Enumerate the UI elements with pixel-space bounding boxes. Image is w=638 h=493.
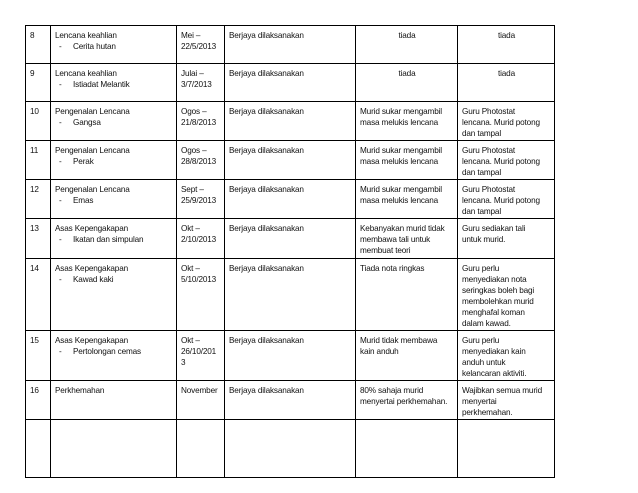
status-cell bbox=[225, 259, 356, 331]
solution-cell bbox=[458, 102, 555, 141]
cell-line: Lencana keahlian bbox=[55, 31, 117, 40]
cell-line: Berjaya dilaksanakan bbox=[229, 107, 304, 116]
cell-line: tiada bbox=[398, 31, 416, 40]
activity-cell bbox=[51, 331, 177, 381]
sub-item bbox=[55, 41, 173, 52]
cell-line: Perkhemahan bbox=[55, 386, 105, 395]
table-row bbox=[26, 331, 555, 381]
problem-cell bbox=[356, 331, 458, 381]
activity-cell bbox=[51, 141, 177, 180]
cell-line: masa melukis lencana bbox=[360, 157, 439, 166]
cell-line: 2/10/2013 bbox=[181, 235, 217, 244]
problem-cell bbox=[356, 259, 458, 331]
table-row bbox=[26, 381, 555, 420]
row-number-cell bbox=[26, 219, 51, 259]
date-cell bbox=[177, 331, 225, 381]
activity-cell bbox=[51, 64, 177, 102]
status-cell bbox=[225, 219, 356, 259]
sub-item bbox=[55, 156, 173, 167]
cell-line: Okt – bbox=[181, 264, 200, 273]
cell-line: Cerita hutan bbox=[73, 42, 116, 51]
table-row bbox=[26, 259, 555, 331]
cell-line: kain anduh bbox=[360, 347, 399, 356]
date-cell bbox=[177, 64, 225, 102]
cell-line: kelancaran aktiviti. bbox=[462, 369, 527, 378]
row-number-cell bbox=[26, 64, 51, 102]
row-number-cell bbox=[26, 259, 51, 331]
cell-line: Berjaya dilaksanakan bbox=[229, 386, 304, 395]
cell-line: anduh untuk bbox=[462, 358, 506, 367]
cell-line: 12 bbox=[30, 185, 39, 194]
cell-line: Asas Kepengakapan bbox=[55, 264, 129, 273]
cell-line: lencana. Murid potong bbox=[462, 118, 540, 127]
cell-line: Ikatan dan simpulan bbox=[73, 235, 144, 244]
cell-line: lencana. Murid potong bbox=[462, 196, 540, 205]
cell-line: 80% sahaja murid bbox=[360, 386, 424, 395]
dash-bullet: - bbox=[59, 157, 62, 166]
cell-line: 8 bbox=[30, 31, 35, 40]
cell-line: Istiadat Melantik bbox=[73, 80, 130, 89]
cell-line: Murid sukar mengambil bbox=[360, 107, 442, 116]
cell-line: Wajibkan semua murid bbox=[462, 386, 542, 395]
cell-line: dalam kawad. bbox=[462, 319, 511, 328]
solution-cell bbox=[458, 180, 555, 219]
cell-line: Gangsa bbox=[73, 118, 101, 127]
cell-line: dan tampal bbox=[462, 168, 502, 177]
cell-line: Berjaya dilaksanakan bbox=[229, 264, 304, 273]
status-cell bbox=[225, 141, 356, 180]
cell-line: 3 bbox=[181, 358, 186, 367]
cell-line: Berjaya dilaksanakan bbox=[229, 31, 304, 40]
cell-line: Ogos – bbox=[181, 107, 207, 116]
cell-line: perkhemahan. bbox=[462, 408, 513, 417]
date-cell bbox=[177, 180, 225, 219]
status-cell bbox=[225, 381, 356, 420]
cell-line: Berjaya dilaksanakan bbox=[229, 336, 304, 345]
dash-bullet: - bbox=[59, 347, 62, 356]
cell-line: Tiada nota ringkas bbox=[360, 264, 425, 273]
cell-line: 16 bbox=[30, 386, 39, 395]
cell-line: membuat teori bbox=[360, 246, 411, 255]
cell-line: dan tampal bbox=[462, 207, 502, 216]
problem-cell bbox=[356, 219, 458, 259]
solution-cell bbox=[458, 259, 555, 331]
cell-line: Kawad kaki bbox=[73, 275, 114, 284]
sub-item bbox=[55, 234, 173, 245]
cell-line: 13 bbox=[30, 224, 39, 233]
cell-line: untuk murid. bbox=[462, 235, 506, 244]
sub-item bbox=[55, 117, 173, 128]
cell-line: Murid sukar mengambil bbox=[360, 185, 442, 194]
cell-line: Julai – bbox=[181, 69, 204, 78]
cell-line: menyertai bbox=[462, 397, 497, 406]
table-row bbox=[26, 141, 555, 180]
cell-line: November bbox=[181, 386, 218, 395]
cell-line: 22/5/2013 bbox=[181, 42, 217, 51]
cell-line: 9 bbox=[30, 69, 35, 78]
cell-line: 21/8/2013 bbox=[181, 118, 217, 127]
status-cell bbox=[225, 331, 356, 381]
cell-line: Mei – bbox=[181, 31, 201, 40]
cell-line: Lencana keahlian bbox=[55, 69, 117, 78]
cell-line: 10 bbox=[30, 107, 39, 116]
cell-line: Perak bbox=[73, 157, 94, 166]
date-cell bbox=[177, 420, 225, 478]
table-row bbox=[26, 420, 555, 478]
cell-line: 25/9/2013 bbox=[181, 196, 217, 205]
problem-cell bbox=[356, 102, 458, 141]
table-body bbox=[26, 26, 555, 478]
solution-cell bbox=[458, 64, 555, 102]
cell-line: membolehkan murid bbox=[462, 297, 534, 306]
sub-item bbox=[55, 79, 173, 90]
date-cell bbox=[177, 102, 225, 141]
cell-line: Guru Photostat bbox=[462, 146, 515, 155]
cell-line: Berjaya dilaksanakan bbox=[229, 69, 304, 78]
row-number-cell bbox=[26, 26, 51, 64]
dash-bullet: - bbox=[59, 118, 62, 127]
cell-line: lencana. Murid potong bbox=[462, 157, 540, 166]
cell-line: 15 bbox=[30, 336, 39, 345]
solution-cell bbox=[458, 381, 555, 420]
table-row bbox=[26, 180, 555, 219]
cell-line: Guru perlu bbox=[462, 336, 500, 345]
activity-cell bbox=[51, 420, 177, 478]
cell-line: Pertolongan cemas bbox=[73, 347, 141, 356]
dash-bullet: - bbox=[59, 196, 62, 205]
cell-line: masa melukis lencana bbox=[360, 118, 439, 127]
row-number-cell bbox=[26, 102, 51, 141]
solution-cell bbox=[458, 26, 555, 64]
solution-cell bbox=[458, 219, 555, 259]
cell-line: Murid sukar mengambil bbox=[360, 146, 442, 155]
problem-cell bbox=[356, 26, 458, 64]
dash-bullet: - bbox=[59, 42, 62, 51]
cell-line: menyertai perkhemahan. bbox=[360, 397, 448, 406]
solution-cell bbox=[458, 331, 555, 381]
status-cell bbox=[225, 102, 356, 141]
cell-line: Kebanyakan murid tidak bbox=[360, 224, 445, 233]
activity-cell bbox=[51, 180, 177, 219]
cell-line: Guru Photostat bbox=[462, 185, 515, 194]
cell-line: 28/8/2013 bbox=[181, 157, 217, 166]
activity-cell bbox=[51, 102, 177, 141]
activity-cell bbox=[51, 219, 177, 259]
cell-line: membawa tali untuk bbox=[360, 235, 431, 244]
cell-line: menyediakan nota bbox=[462, 275, 527, 284]
row-number-cell bbox=[26, 420, 51, 478]
cell-line: menghafal koman bbox=[462, 308, 525, 317]
sub-item bbox=[55, 274, 173, 285]
cell-line: seringkas boleh bagi bbox=[462, 286, 535, 295]
activity-cell bbox=[51, 381, 177, 420]
table-row bbox=[26, 26, 555, 64]
row-number-cell bbox=[26, 180, 51, 219]
cell-line: tiada bbox=[497, 31, 515, 40]
problem-cell bbox=[356, 180, 458, 219]
cell-line: Pengenalan Lencana bbox=[55, 146, 130, 155]
cell-line: Berjaya dilaksanakan bbox=[229, 185, 304, 194]
cell-line: 14 bbox=[30, 264, 39, 273]
cell-line: dan tampal bbox=[462, 129, 502, 138]
row-number-cell bbox=[26, 141, 51, 180]
activity-cell bbox=[51, 259, 177, 331]
cell-line: Okt – bbox=[181, 336, 200, 345]
sub-item bbox=[55, 346, 173, 357]
problem-cell bbox=[356, 141, 458, 180]
date-cell bbox=[177, 141, 225, 180]
table-row bbox=[26, 102, 555, 141]
table-row bbox=[26, 64, 555, 102]
status-cell bbox=[225, 180, 356, 219]
cell-line: Sept – bbox=[181, 185, 204, 194]
cell-line: 5/10/2013 bbox=[181, 275, 217, 284]
dash-bullet: - bbox=[59, 235, 62, 244]
cell-line: 11 bbox=[30, 146, 39, 155]
problem-cell bbox=[356, 381, 458, 420]
activity-cell bbox=[51, 26, 177, 64]
date-cell bbox=[177, 26, 225, 64]
cell-line: Asas Kepengakapan bbox=[55, 224, 129, 233]
problem-cell bbox=[356, 420, 458, 478]
cell-line: Berjaya dilaksanakan bbox=[229, 146, 304, 155]
solution-cell bbox=[458, 141, 555, 180]
cell-line: Guru sediakan tali bbox=[462, 224, 526, 233]
date-cell bbox=[177, 219, 225, 259]
sub-item bbox=[55, 195, 173, 206]
dash-bullet: - bbox=[59, 80, 62, 89]
problem-cell bbox=[356, 64, 458, 102]
status-cell bbox=[225, 26, 356, 64]
cell-line: menyediakan kain bbox=[462, 347, 526, 356]
table-row bbox=[26, 219, 555, 259]
cell-line: Guru perlu bbox=[462, 264, 500, 273]
cell-line: masa melukis lencana bbox=[360, 196, 439, 205]
cell-line: tiada bbox=[398, 69, 416, 78]
cell-line: Pengenalan Lencana bbox=[55, 185, 130, 194]
cell-line: Emas bbox=[73, 196, 94, 205]
solution-cell bbox=[458, 420, 555, 478]
cell-line: Berjaya dilaksanakan bbox=[229, 224, 304, 233]
cell-line: Pengenalan Lencana bbox=[55, 107, 130, 116]
cell-line: tiada bbox=[497, 69, 515, 78]
row-number-cell bbox=[26, 381, 51, 420]
cell-line: Murid tidak membawa bbox=[360, 336, 438, 345]
date-cell bbox=[177, 259, 225, 331]
cell-line: Asas Kepengakapan bbox=[55, 336, 129, 345]
cell-line: Ogos – bbox=[181, 146, 207, 155]
cell-line: 3/7/2013 bbox=[181, 80, 212, 89]
cell-line: Guru Photostat bbox=[462, 107, 515, 116]
cell-line: 26/10/201 bbox=[181, 347, 217, 356]
status-cell bbox=[225, 64, 356, 102]
cell-line: Okt – bbox=[181, 224, 200, 233]
dash-bullet: - bbox=[59, 275, 62, 284]
date-cell bbox=[177, 381, 225, 420]
row-number-cell bbox=[26, 331, 51, 381]
activity-report-table bbox=[25, 25, 555, 478]
status-cell bbox=[225, 420, 356, 478]
